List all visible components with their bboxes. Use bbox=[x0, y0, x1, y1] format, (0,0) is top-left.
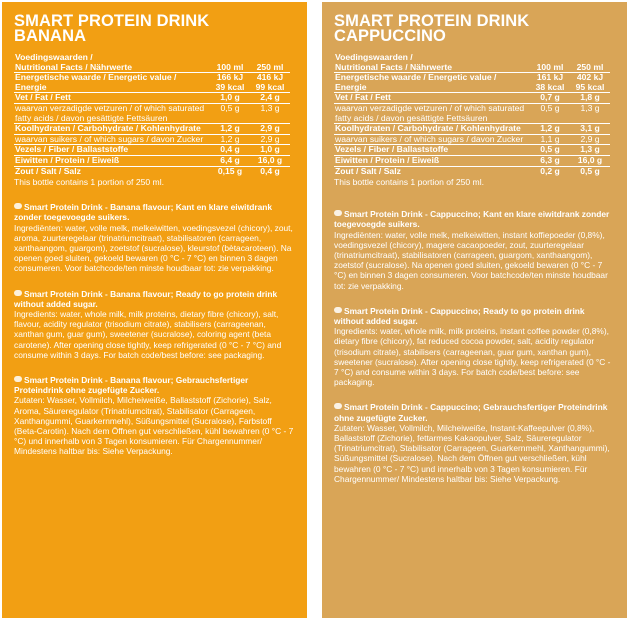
banana-en-block bbox=[14, 289, 295, 360]
table-row: waarvan suikers / of which sugars / davon Zucker 1,1 g 2,9 g bbox=[334, 134, 610, 145]
banana-nutrition-table bbox=[14, 53, 290, 176]
table-header-label-2: Nutritional Facts / Nährwerte bbox=[15, 61, 132, 72]
flag-uk-icon bbox=[14, 290, 22, 296]
table-row: Eiwitten / Protein / Eiweiß 6,4 g 16,0 g bbox=[14, 155, 290, 166]
flag-uk-icon bbox=[334, 307, 342, 313]
block-heading: Smart Protein Drink - Banana flavour; Gebrauchsfertiger Proteindrink ohne zugefügte Zucker. bbox=[14, 374, 249, 396]
banana-panel bbox=[2, 2, 307, 618]
col-100ml: 100 ml bbox=[216, 61, 244, 72]
cappuccino-nutrition-table bbox=[334, 53, 610, 176]
block-body: Ingrediënten: water, volle melk, melkeiwitten, voedingsvezel (chicory), zout, aroma, zuurteregelaar (trinatriumcitraat), stabilisatoren (carrageen, xanthaangom, guargom), zoetstof (sucralose), kleurstof (bètacaroteen). Na openen goed sluiten, gekoeld bewaren (0 °C - 7 °C) en binnen 3 dagen consumeren. Voor batchcode/ten minste houdbaar tot: zie verpakking. bbox=[14, 222, 293, 274]
block-body: Zutaten: Wasser, Vollmilch, Milcheiweiße, Instant-Kaffeepulver (0,8%), Ballaststoff (Zichorie), fettarmes Kakaopulver, Salz, Säureregulator (Trinatriumcitrat), Stabilisator (Carrageen, Guarkernmehl, Xanthangummi), Süßungsmittel (Sucralose). Nach dem Öffnen gut verschließen, kühl bewahren (0 °C - 7 °C) und innerhalb von 3 Tagen konsumieren. Für Chargennummer/ Mindestens haltbar bis: Siehe Verpackung. bbox=[334, 422, 610, 484]
table-row: waarvan verzadigde vetzuren / of which saturated fatty acids / davon gesättigte Fettsäuren 0,5 g 1,3 g bbox=[334, 103, 610, 123]
table-row: Zout / Salt / Salz 0,2 g 0,5 g bbox=[334, 166, 610, 176]
table-row: Energetische waarde / Energetic value / Energie 166 kJ 39 kcal 416 kJ 99 kcal bbox=[14, 73, 290, 93]
block-heading: Smart Protein Drink - Cappuccino; Ready to go protein drink without added sugar. bbox=[334, 305, 585, 326]
cappuccino-panel bbox=[322, 2, 627, 618]
banana-nl-block bbox=[14, 202, 295, 273]
cappuccino-nl-block bbox=[334, 209, 615, 291]
table-row: Koolhydraten / Carbohydrate / Kohlenhydrate 1,2 g 2,9 g bbox=[14, 124, 290, 135]
flag-de-icon bbox=[14, 376, 22, 382]
table-row: waarvan suikers / of which sugars / davon Zucker 1,2 g 2,9 g bbox=[14, 134, 290, 145]
table-header-label: Voedingswaarden / bbox=[15, 52, 93, 62]
table-row: Vet / Fat / Fett 0,7 g 1,8 g bbox=[334, 93, 610, 104]
table-row: Energetische waarde / Energetic value / Energie 161 kJ 38 kcal 402 kJ 95 kcal bbox=[334, 73, 610, 93]
portion-note: This bottle contains 1 portion of 250 ml. bbox=[14, 177, 164, 188]
table-header-label: Voedingswaarden / bbox=[335, 52, 413, 62]
cappuccino-title bbox=[334, 14, 615, 44]
flag-de-icon bbox=[334, 403, 342, 409]
banana-title-line2: BANANA bbox=[14, 27, 87, 45]
cappuccino-de-block bbox=[334, 402, 615, 484]
block-heading: Smart Protein Drink - Cappuccino; Kant en klare eiwitdrank zonder toegevoegde suikers. bbox=[334, 209, 610, 230]
flag-nl-icon bbox=[14, 203, 22, 209]
block-body: Ingredients: water, whole milk, milk proteins, dietary fibre (chicory), salt, flavour, acidity regulator (trisodium citrate), stabilisers (carrageenan, xanthan gum, guar gum), sweetener (sucralose), coloring agent (beta carotene). After opening close tightly, keep refrigerated (0 °C - 7 °C) and consume within 3 days. For batch code/best before: see packaging. bbox=[14, 308, 282, 360]
table-header-label-2: Nutritional Facts / Nährwerte bbox=[335, 61, 452, 72]
cappuccino-title-line1: SMART PROTEIN DRINK bbox=[334, 12, 530, 30]
table-row: Vezels / Fiber / Ballaststoffe 0,4 g 1,0 g bbox=[14, 145, 290, 156]
table-row: Vet / Fat / Fett 1,0 g 2,4 g bbox=[14, 93, 290, 104]
block-body: Ingrediënten: water, volle melk, melkeiwitten, instant koffiepoeder (0,8%), voedingsvezel (chicory), magere cacaopoeder, zout, zuurteregelaar (trinatriumcitraat), stabilisatoren (carrageen, guargom, xanthaangom), zoetstof (sucralose). Na openen goed sluiten, gekoeld bewaren (0 °C - 7 °C) en binnen 3 dagen consumeren. Voor batchcode/ten minste houdbaar tot: zie verpakking. bbox=[334, 229, 608, 291]
block-heading: Smart Protein Drink - Cappuccino; Gebrauchsfertiger Proteindrink ohne zugefügte Zucker. bbox=[334, 402, 608, 423]
table-row: Zout / Salt / Salz 0,15 g 0,4 g bbox=[14, 166, 290, 176]
block-body: Zutaten: Wasser, Vollmilch, Milcheiweiße, Ballaststoff (Zichorie), Salz, Aroma, Säureregulator (Trinatriumcitrat), Stabilisator (Carrageen, Xanthangummi, Guarkernmehl), Süßungsmittel (Sucralose), Farbstoff (Beta-Carotin). Nach dem Öffnen gut verschließen, kühl bewahren (0 °C - 7 °C) und innerhalb von 3 Tagen konsumieren. Für Chargennummer/ Mindestens haltbar bis: Siehe Verpackung. bbox=[14, 395, 294, 457]
col-250ml: 250 ml bbox=[256, 61, 284, 72]
banana-de-block bbox=[14, 375, 295, 457]
col-250ml: 250 ml bbox=[576, 61, 604, 72]
col-100ml: 100 ml bbox=[536, 61, 564, 72]
flag-nl-icon bbox=[334, 210, 342, 216]
cappuccino-title-line2: CAPPUCCINO bbox=[334, 27, 446, 45]
table-row: Koolhydraten / Carbohydrate / Kohlenhydrate 1,2 g 3,1 g bbox=[334, 124, 610, 135]
portion-note: This bottle contains 1 portion of 250 ml. bbox=[334, 177, 484, 188]
table-row: Eiwitten / Protein / Eiweiß 6,3 g 16,0 g bbox=[334, 155, 610, 166]
table-row: Vezels / Fiber / Ballaststoffe 0,5 g 1,3 g bbox=[334, 145, 610, 156]
block-heading: Smart Protein Drink - Banana flavour; Kant en klare eiwitdrank zonder toegevoegde suikers. bbox=[14, 202, 273, 223]
banana-title-line1: SMART PROTEIN DRINK bbox=[14, 12, 210, 30]
banana-title bbox=[14, 14, 295, 44]
block-body: Ingredients: water, whole milk, milk proteins, instant coffee powder (0,8%), dietary fibre (chicory), fat reduced cocoa powder, salt, acidity regulator (trisodium citrate), stabilisers (carrageenan, guar gum, xanthan gum), sweetener (sucralose). After opening close tightly, keep refrigerated (0 °C - 7 °C) and consume within 3 days. For batch code/best before: see packaging. bbox=[334, 326, 611, 388]
table-row: waarvan verzadigde vetzuren / of which saturated fatty acids / davon gesättigte Fettsäuren 0,5 g 1,3 g bbox=[14, 103, 290, 123]
block-heading: Smart Protein Drink - Banana flavour; Ready to go protein drink without added sugar. bbox=[14, 288, 278, 309]
cappuccino-en-block bbox=[334, 306, 615, 388]
